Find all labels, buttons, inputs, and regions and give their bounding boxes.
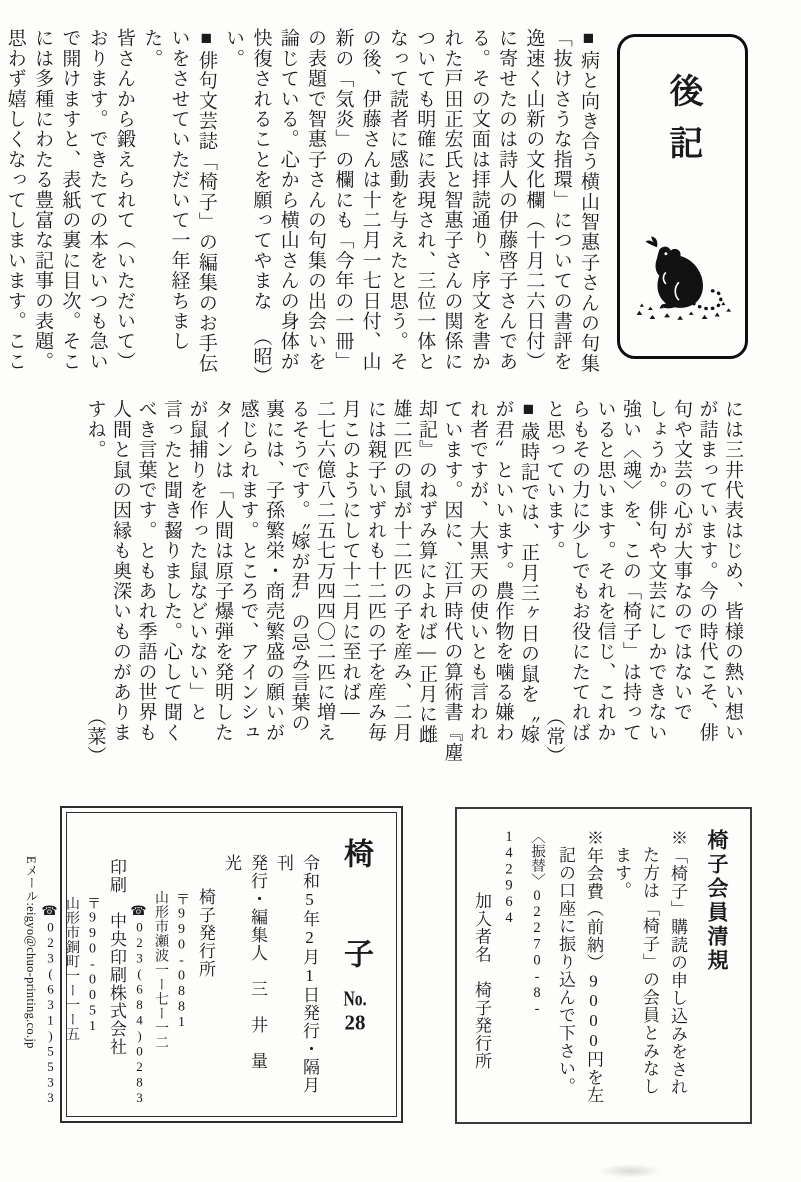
text-column: 却記』のねずみ算によれば―正月に雌	[416, 399, 437, 745]
postscript-title-box	[617, 34, 748, 359]
issue-number: 28	[344, 1012, 366, 1033]
issue-number-sign: No.	[343, 988, 367, 1009]
text-column: の後、伊藤さんは十二月一七日付、山	[359, 28, 381, 372]
colophon-box	[24, 806, 403, 1123]
text-column: 感じられます。ところで、アインシュ	[237, 399, 259, 743]
text-column: と思っています。 （常）	[541, 399, 567, 765]
text-column: 二七六億八二五七万四四〇二匹に増え	[314, 399, 335, 743]
email-line: Eメール:eigyo@chuo-printing.co.jp	[24, 856, 38, 1049]
text-column: 雄二匹の鼠が十二匹の子を産み、二月	[390, 399, 412, 743]
membership-rules-title: 椅子会員清規	[705, 829, 728, 973]
text-column: 強い〈魂〉を、この「椅子」は持って	[620, 399, 641, 743]
colophon-content	[24, 812, 397, 1117]
editors-note-top	[4, 28, 602, 385]
text-column: 快復されることを願ってやまない。 （昭）	[220, 28, 275, 385]
text-column: れた戸田正宏氏と智惠子さんの関係に	[441, 28, 463, 372]
text-column: なって読者に感動を与えたと思う。そ	[386, 28, 408, 372]
text-column: が詰まっています。今の時代こそ、俳	[696, 399, 718, 743]
membership-rules-box	[455, 807, 752, 1124]
text-column: タインは「人間は原子爆弾を発明した	[212, 399, 233, 743]
text-column: 新の「気炎」の欄にも「今年の一冊」	[332, 28, 354, 372]
text-column: 人間と鼠の因縁も奥深いものがありま	[110, 399, 131, 743]
membership-rules-lines	[467, 829, 691, 1110]
text-column: 思わず嬉しくなってしまいます。ここ	[4, 28, 26, 372]
text-column: いると思います。それを信じ、これか	[594, 399, 616, 743]
text-column: 加入者名 椅子発行所	[472, 891, 491, 1070]
text-column: べき言葉です。ともあれ季語の世界も	[135, 399, 157, 743]
text-column: ています。因に、江戸時代の算術書『塵	[441, 399, 463, 763]
text-column: には親子いずれも十二匹の子を産み毎	[365, 399, 386, 743]
issue-date-line: 令和5年2月1日発行・隔月刊	[274, 854, 319, 1094]
text-column: 句や文芸の心が大事なのではないで	[671, 399, 692, 723]
text-column: 逸速く山新の文化欄（十月二六日付）	[523, 28, 545, 372]
editors-note-middle	[82, 399, 745, 765]
text-column: が君〟といいます。農作物を噛る嫌わ	[492, 399, 514, 743]
text-column: 裏には、子孫繁栄・商売繁盛の願いが	[263, 399, 284, 743]
text-column: た方は「椅子」の会員とみなし	[640, 846, 659, 1096]
office-postal-code: 〒990-0881	[174, 892, 189, 1031]
text-column: おります。できたての本をいつも急い	[86, 28, 108, 372]
text-column: ※「椅子」購読の申し込みをされ	[668, 829, 687, 1096]
text-column: らもその力に少しでもお役にたてれば	[569, 399, 590, 743]
printer-address: 山形市銅町一ー一ー五	[64, 896, 79, 1041]
text-column: ■歳時記では、正月三ヶ日の鼠を〝嫁	[518, 399, 539, 745]
rat-illustration	[630, 236, 736, 322]
text-column: 皆さんから鍛えられて（いただいて）	[113, 28, 135, 372]
text-column: すね。 （菜）	[82, 399, 108, 765]
text-column: の表題で智惠子さんの句集の出会いを	[305, 28, 327, 372]
text-column: で開けますと、表紙の裏に目次。そこ	[59, 28, 81, 372]
editor-signature: （菜）	[84, 706, 106, 765]
text-column: いをさせていただいて一年経ちました。	[141, 28, 190, 352]
editor-signature: （常）	[543, 706, 565, 765]
postscript-title: 後記	[664, 73, 701, 177]
printer-line: 印刷 中央印刷株式会社	[107, 858, 126, 1056]
text-column: ます。	[612, 846, 631, 900]
text-column: 論じている。心から横山さんの身体が	[277, 28, 299, 372]
text-column: ※年会費（前納）9000円を左	[584, 829, 603, 1104]
printer-phone: ☎023(631)5533	[43, 904, 58, 1106]
text-column: 〈振替〉02270-8-142964	[501, 829, 545, 1018]
text-column: しょうか。俳句や文芸にしかできない	[645, 399, 667, 743]
office-phone: ☎023(684)0283	[132, 904, 147, 1106]
printer-postal-code: 〒990-0051	[85, 896, 100, 1035]
magazine-name: 椅 子	[339, 838, 372, 988]
membership-rules-content	[457, 809, 749, 1122]
scan-smudge	[598, 1164, 662, 1178]
text-column: には多種にわたる豊富な記事の表題。	[32, 28, 54, 372]
text-column: に寄せたのは詩人の伊藤啓子さんであ	[496, 28, 518, 372]
office-address: 山形市瀬波一ー七ー一二	[153, 890, 168, 1050]
text-column: る。その文面は拝読通り、序文を書か	[468, 28, 490, 372]
publisher-line: 発行・編集人 三 井 量 光	[222, 854, 267, 1088]
text-column: るそうです。〝嫁が君〟の忌み言葉の	[288, 399, 310, 733]
magazine-title	[332, 836, 378, 1104]
text-column: 「抜けさうな指環」についての書評を	[550, 28, 572, 372]
text-column: には三井代表はじめ、皆様の熱い想い	[722, 399, 743, 743]
publishing-office: 椅子発行所	[196, 888, 215, 978]
editor-signature: （昭）	[250, 326, 272, 385]
text-column: 記の口座に振り込んで下さい。	[556, 846, 575, 1096]
text-column: ■俳句文芸誌「椅子」の編集のお手伝	[195, 28, 217, 374]
text-column: ついても明確に表現され、三位一体と	[414, 28, 436, 372]
text-column: 月このようにして十二月に至れば―	[339, 399, 361, 725]
text-column: 言ったと聞き齧りました。心して聞く	[161, 399, 182, 743]
text-column: ■病と向き合う横山智惠子さんの句集	[578, 28, 599, 374]
text-column: が鼠捕りを作った鼠などいない」と	[186, 399, 208, 723]
text-column: れ者ですが、大黒天の使いとも言われ	[467, 399, 488, 743]
